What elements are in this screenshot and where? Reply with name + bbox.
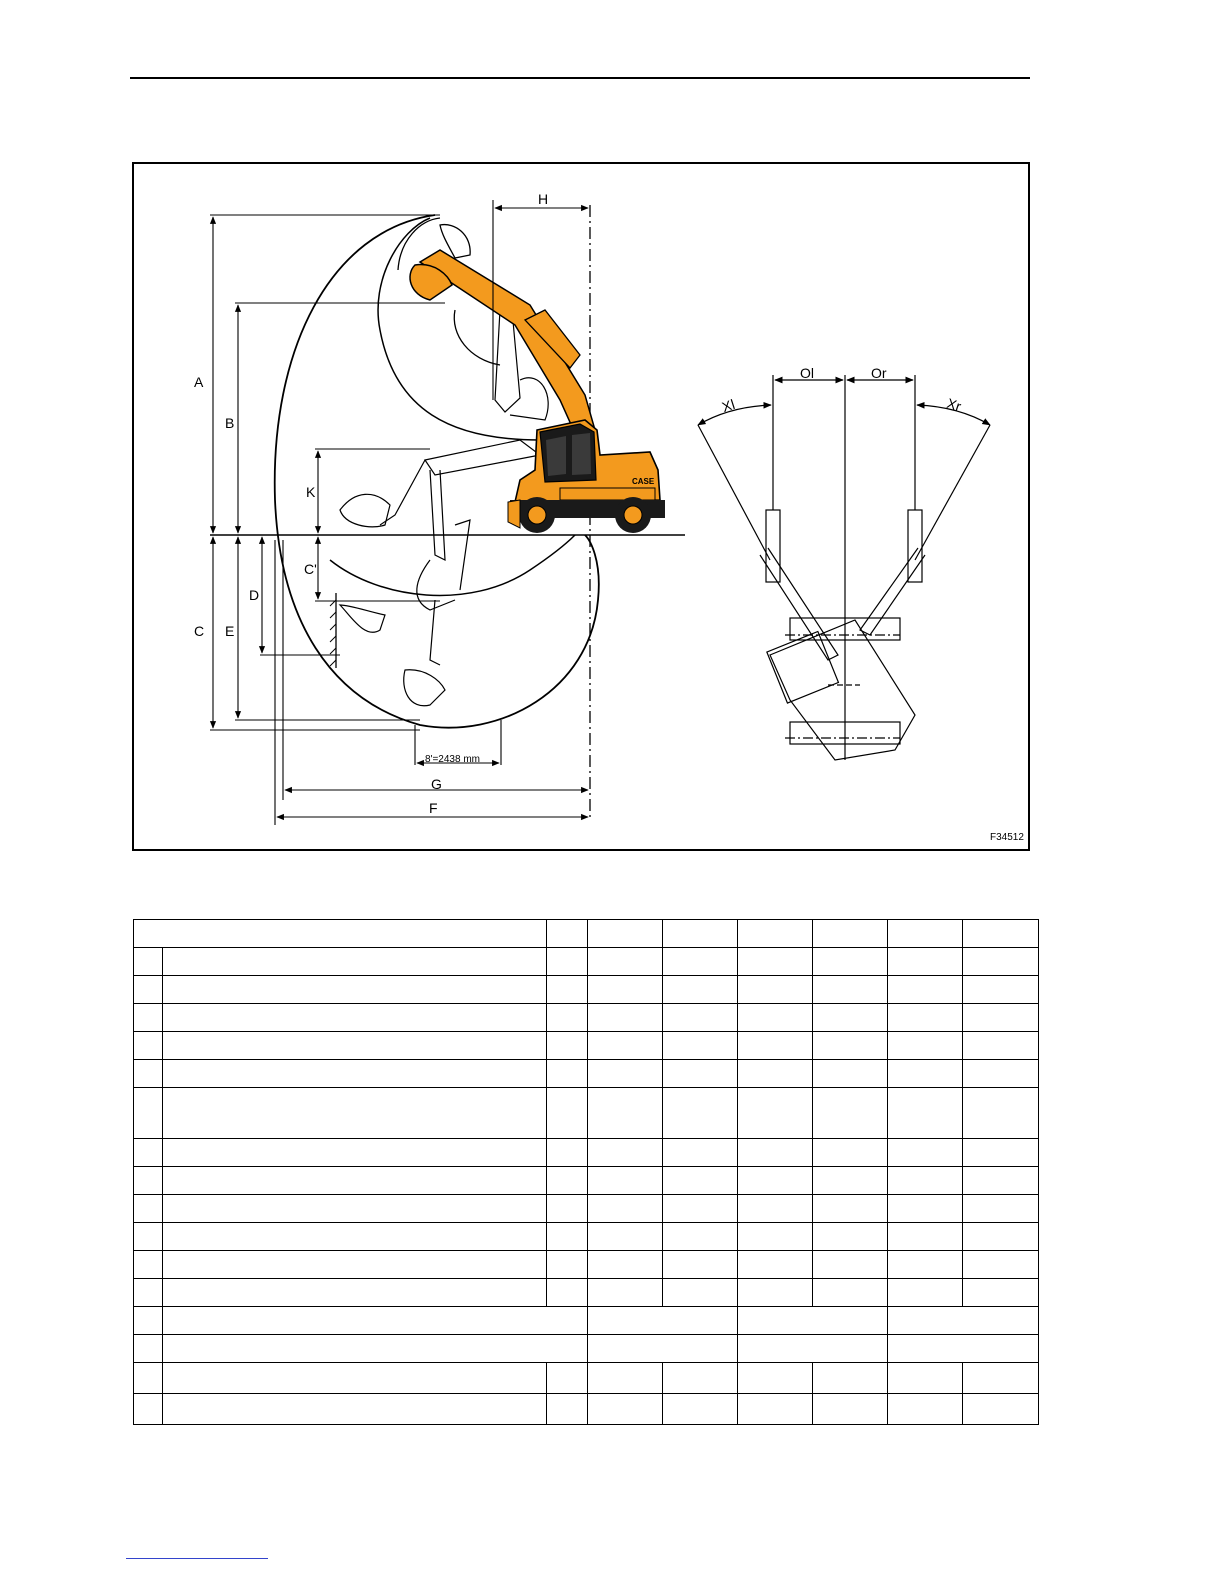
table-cell	[663, 1139, 738, 1167]
table-cell	[663, 1195, 738, 1223]
table-cell	[134, 1004, 163, 1032]
table-row	[134, 1223, 1039, 1251]
table-cell	[663, 1279, 738, 1307]
label-xr: Xr	[944, 394, 964, 415]
table-cell	[163, 1167, 547, 1195]
reach-8ft-label: 8'=2438 mm	[425, 754, 480, 765]
table-cell	[888, 1307, 1039, 1335]
table-cell	[963, 1032, 1039, 1060]
table-cell	[547, 1167, 588, 1195]
table-row	[134, 1307, 1039, 1335]
table-cell	[963, 1060, 1039, 1088]
table-cell	[163, 1279, 547, 1307]
table-cell	[963, 1223, 1039, 1251]
table-cell	[663, 948, 738, 976]
table-cell	[738, 948, 813, 976]
table-cell	[738, 1363, 813, 1394]
table-cell	[738, 1223, 813, 1251]
table-cell	[588, 1223, 663, 1251]
table-cell	[163, 1223, 547, 1251]
table-cell	[888, 1223, 963, 1251]
table-cell	[663, 1394, 738, 1425]
table-cell	[813, 1088, 888, 1139]
table-cell	[134, 1251, 163, 1279]
table-cell	[163, 1139, 547, 1167]
table-cell	[547, 976, 588, 1004]
table-row	[134, 1004, 1039, 1032]
label-c: C	[194, 623, 205, 639]
table-cell	[813, 1060, 888, 1088]
table-cell	[163, 976, 547, 1004]
offset-labels	[720, 365, 964, 415]
label-a: A	[194, 374, 204, 390]
table-cell	[547, 920, 588, 948]
label-k: K	[306, 484, 316, 500]
table-cell	[663, 920, 738, 948]
table-cell	[547, 1251, 588, 1279]
table-cell	[888, 1195, 963, 1223]
table-cell	[547, 1279, 588, 1307]
table-cell	[813, 1167, 888, 1195]
table-cell	[588, 1279, 663, 1307]
table-cell	[963, 1394, 1039, 1425]
table-cell	[888, 1167, 963, 1195]
table-cell	[547, 1060, 588, 1088]
table-cell	[163, 948, 547, 976]
table-cell	[134, 1195, 163, 1223]
excavator-machine	[410, 225, 665, 533]
label-c-prime: C'	[304, 561, 317, 577]
table-cell	[547, 1088, 588, 1139]
table-cell	[663, 1032, 738, 1060]
table-cell	[547, 1139, 588, 1167]
table-cell	[738, 976, 813, 1004]
table-cell	[963, 1004, 1039, 1032]
table-cell	[813, 1139, 888, 1167]
label-ol: Ol	[800, 365, 814, 381]
table-cell	[588, 1060, 663, 1088]
table-cell	[163, 1335, 588, 1363]
label-b: B	[225, 415, 235, 431]
table-row	[134, 1088, 1039, 1139]
table-cell	[547, 1032, 588, 1060]
table-row	[134, 1394, 1039, 1425]
table-cell	[738, 1335, 888, 1363]
table-cell	[588, 976, 663, 1004]
table-cell	[738, 1139, 813, 1167]
table-cell	[588, 1363, 663, 1394]
table-cell	[134, 1335, 163, 1363]
table-cell	[888, 1335, 1039, 1363]
table-cell	[888, 1088, 963, 1139]
table-cell	[963, 1251, 1039, 1279]
table-cell	[547, 948, 588, 976]
table-cell	[813, 1251, 888, 1279]
table-cell	[588, 920, 663, 948]
table-cell	[738, 1004, 813, 1032]
table-cell	[888, 1139, 963, 1167]
table-cell	[813, 1032, 888, 1060]
table-cell	[963, 976, 1039, 1004]
table-cell	[163, 1307, 588, 1335]
table-cell	[663, 1251, 738, 1279]
table-cell	[163, 1032, 547, 1060]
table-cell	[738, 1251, 813, 1279]
table-cell	[888, 1279, 963, 1307]
table-cell	[738, 1088, 813, 1139]
table-cell	[963, 1279, 1039, 1307]
table-cell	[888, 1032, 963, 1060]
table-row	[134, 1363, 1039, 1394]
label-e: E	[225, 623, 235, 639]
table-cell	[813, 1279, 888, 1307]
table-cell	[547, 1195, 588, 1223]
table-row	[134, 948, 1039, 976]
table-cell	[663, 1223, 738, 1251]
table-cell	[163, 1195, 547, 1223]
table-row	[134, 1251, 1039, 1279]
table-cell	[813, 1394, 888, 1425]
table-cell	[163, 1004, 547, 1032]
table-row	[134, 1279, 1039, 1307]
label-d: D	[249, 587, 260, 603]
table-cell	[134, 1167, 163, 1195]
table-cell	[547, 1004, 588, 1032]
footer-link-rule	[126, 1558, 268, 1559]
table-cell	[134, 1394, 163, 1425]
table-cell	[134, 1307, 163, 1335]
table-cell	[588, 948, 663, 976]
table-row	[134, 1032, 1039, 1060]
table-cell	[963, 1088, 1039, 1139]
table-cell	[134, 976, 163, 1004]
table-cell	[663, 1088, 738, 1139]
table-cell	[738, 920, 813, 948]
table-cell	[134, 1139, 163, 1167]
table-cell	[813, 976, 888, 1004]
offset-swing-diagram	[698, 375, 990, 760]
table-cell	[963, 920, 1039, 948]
dig-envelope-inner	[330, 535, 575, 595]
table-cell	[588, 1088, 663, 1139]
label-xl: Xl	[719, 396, 737, 416]
table-cell	[588, 1032, 663, 1060]
table-cell	[888, 1251, 963, 1279]
table-cell	[588, 1394, 663, 1425]
table-cell	[663, 1363, 738, 1394]
table-header-row	[134, 920, 1039, 948]
table-cell	[134, 1223, 163, 1251]
table-cell	[163, 1363, 547, 1394]
table-cell	[738, 1060, 813, 1088]
label-f: F	[429, 800, 438, 816]
table-cell	[663, 1004, 738, 1032]
label-or: Or	[871, 365, 887, 381]
table-row	[134, 976, 1039, 1004]
table-cell	[134, 920, 547, 948]
wall-hatch	[330, 600, 336, 666]
table-cell	[813, 1223, 888, 1251]
table-cell	[588, 1251, 663, 1279]
table-row	[134, 1060, 1039, 1088]
label-h: H	[538, 191, 549, 207]
table-cell	[163, 1251, 547, 1279]
table-cell	[813, 1363, 888, 1394]
table-cell	[888, 1060, 963, 1088]
table-row	[134, 1335, 1039, 1363]
table-cell	[888, 1363, 963, 1394]
table-row	[134, 1195, 1039, 1223]
table-cell	[547, 1363, 588, 1394]
table-cell	[963, 1139, 1039, 1167]
table-cell	[738, 1195, 813, 1223]
table-cell	[738, 1167, 813, 1195]
table-cell	[163, 1060, 547, 1088]
table-cell	[588, 1335, 738, 1363]
table-cell	[588, 1004, 663, 1032]
table-cell	[134, 1032, 163, 1060]
table-cell	[547, 1394, 588, 1425]
table-cell	[813, 1195, 888, 1223]
table-cell	[163, 1088, 547, 1139]
label-g: G	[431, 776, 442, 792]
table-cell	[888, 976, 963, 1004]
table-cell	[588, 1167, 663, 1195]
table-cell	[134, 948, 163, 976]
figure-id: F34512	[990, 832, 1024, 843]
table-cell	[134, 1279, 163, 1307]
table-cell	[663, 1167, 738, 1195]
table-cell	[738, 1394, 813, 1425]
table-cell	[588, 1307, 738, 1335]
table-row	[134, 1167, 1039, 1195]
table-cell	[134, 1363, 163, 1394]
table-cell	[963, 1167, 1039, 1195]
table-cell	[813, 1004, 888, 1032]
table-cell	[134, 1060, 163, 1088]
table-cell	[663, 1060, 738, 1088]
table-cell	[888, 1394, 963, 1425]
table-row	[134, 1139, 1039, 1167]
table-cell	[738, 1279, 813, 1307]
machine-brand-text: CASE	[632, 477, 655, 486]
table-cell	[588, 1139, 663, 1167]
table-cell	[963, 948, 1039, 976]
table-cell	[888, 920, 963, 948]
table-cell	[588, 1195, 663, 1223]
table-cell	[738, 1032, 813, 1060]
table-cell	[813, 920, 888, 948]
table-cell	[547, 1223, 588, 1251]
table-cell	[663, 976, 738, 1004]
table-cell	[963, 1195, 1039, 1223]
table-cell	[163, 1394, 547, 1425]
table-cell	[134, 1088, 163, 1139]
table-cell	[813, 948, 888, 976]
table-cell	[738, 1307, 888, 1335]
table-cell	[963, 1363, 1039, 1394]
table-cell	[888, 1004, 963, 1032]
table-cell	[888, 948, 963, 976]
dimension-spec-table	[133, 919, 1039, 1425]
